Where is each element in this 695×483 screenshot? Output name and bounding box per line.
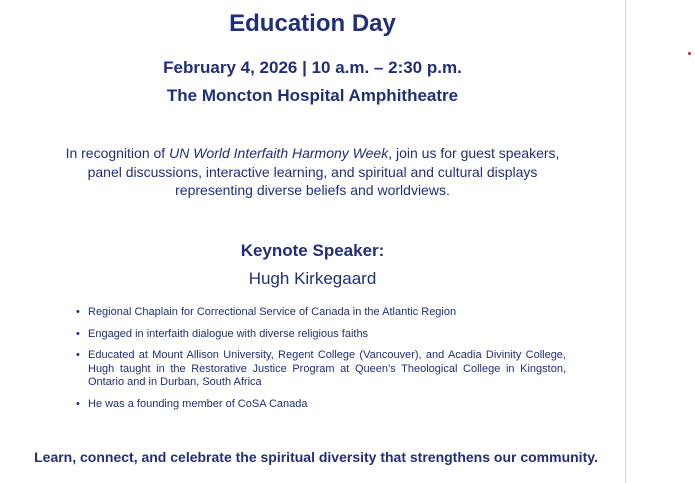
bullet-icon: • [76, 306, 80, 318]
bullet-icon: • [76, 327, 80, 340]
event-venue: The Moncton Hospital Amphitheatre [166, 86, 459, 105]
keynote-speaker-name: Hugh Kirkegaard [248, 269, 377, 288]
bullet-icon: • [76, 397, 80, 410]
bio-text: Engaged in interfaith dialogue with diverse religious faiths [88, 327, 369, 340]
speaker-bio-list [76, 306, 566, 419]
event-description [50, 144, 575, 200]
bio-text: He was a founding member of CoSA Canada [88, 397, 308, 410]
cropped-heading-remnant [0, 0, 625, 8]
bio-text: Regional Chaplain for Correctional Service of Canada in the Atlantic Region [88, 306, 457, 318]
bio-text: Educated at Mount Allison University, Regent College (Vancouver), and Acadia Divinity College, Hugh taught in the Restorative Justice Program at Queen’s Theological College in Kingston, Ontario and in Durban, South Africa [88, 349, 566, 388]
description-emphasis: UN World Interfaith Harmony Week [169, 145, 389, 161]
list-item [76, 398, 566, 412]
closing-tagline: Learn, connect, and celebrate the spiritual diversity that strengthens our community. [34, 449, 598, 465]
bullet-icon: • [76, 349, 80, 361]
accent-dot [688, 52, 691, 55]
list-item [76, 328, 566, 342]
event-title: Education Day [229, 10, 396, 37]
description-text-end: , join us for guest speakers, panel discussions, interactive learning, and spiritual and cultural displays representing diverse beliefs and worldviews. [87, 145, 560, 198]
keynote-label: Keynote Speaker: [240, 241, 385, 260]
list-item [76, 349, 566, 390]
event-date-time: February 4, 2026 | 10 a.m. – 2:30 p.m. [163, 58, 462, 77]
description-text-start: In recognition of [65, 145, 170, 161]
list-item [76, 306, 566, 320]
